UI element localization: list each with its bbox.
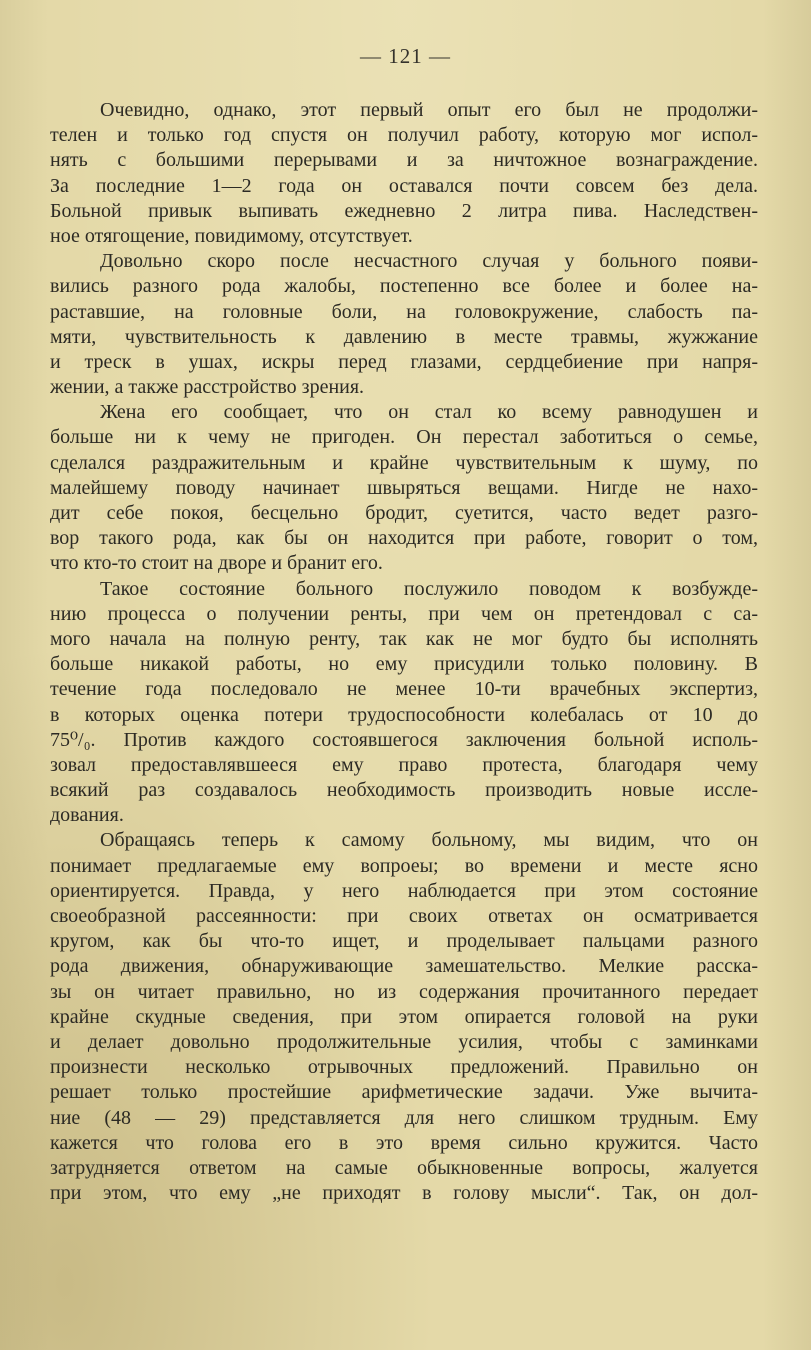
text-line: в которых оценка потери трудоспособности колебалась от 10 до: [50, 703, 758, 726]
text-line: рода движения, обнаруживающие замешательство. Мелкие расска-: [50, 955, 758, 978]
text-line: Больной привык выпивать ежедневно 2 литра пива. Наследствен-: [50, 199, 758, 222]
text-line: и треск в ушах, искры перед глазами, сердцебиение при напря-: [50, 350, 758, 373]
text-line: кажется что голова его в это время сильно кружится. Часто: [50, 1131, 758, 1154]
text-line: своеобразной рассеянности: при своих ответах он осматривается: [50, 905, 758, 927]
text-line: вились разного рода жалобы, постепенно все более и более на-: [50, 275, 758, 298]
text-line: кругом, как бы что-то ищет, и проделывает пальцами разного: [50, 930, 758, 953]
text-line: вор такого рода, как бы он находится при работе, говорит о том,: [50, 527, 758, 550]
page-number: — 121 —: [360, 44, 451, 68]
text-line: нию процесса о получении ренты, при чем он претендовал с са-: [50, 602, 758, 625]
text-line: телен и только год спустя он получил работу, которую мог испол-: [50, 124, 758, 147]
paragraph-2: [50, 249, 758, 400]
text-line: 75⁰/₀. Против каждого состоявшегося заключения больной исполь-: [50, 728, 758, 751]
text-line: произнести несколько отрывочных предложений. Правильно он: [50, 1056, 758, 1079]
text-line: Довольно скоро после несчастного случая у больного появи-: [100, 250, 758, 273]
text-line: нять с большими перерывами и за ничтожное вознаграждение.: [50, 149, 758, 172]
text-line: зы он читает правильно, но из содержания прочитанного передает: [50, 980, 758, 1003]
text-line: дования.: [50, 804, 124, 827]
text-line: понимает предлагаемые ему вопроеы; во времени и месте ясно: [50, 854, 758, 877]
text-line: ориентируется. Правда, у него наблюдается при этом состояние: [50, 879, 758, 902]
text-line: всякий раз создавалось необходимость производить новые иссле-: [50, 779, 758, 802]
paragraph-4: [50, 577, 758, 829]
text-line: сделался раздражительным и крайне чувствительным к шуму, по: [50, 451, 758, 474]
text-line: Такое состояние больного послужило поводом к возбужде-: [100, 577, 758, 600]
text-line: зовал предоставлявшееся ему право протеста, благодаря чему: [50, 753, 758, 776]
text-line: ние (48 — 29) представляется для него слишком трудным. Ему: [50, 1106, 758, 1129]
text-line: что кто-то стоит на дворе и бранит его.: [50, 552, 383, 575]
text-line: течение года последовало не менее 10-ти врачебных экспертиз,: [50, 678, 758, 701]
paragraph-1: [50, 98, 758, 249]
body-text: [50, 98, 758, 1206]
paragraph-5: [50, 828, 758, 1206]
text-line: Жена его сообщает, что он стал ко всему равнодушен и: [100, 401, 758, 424]
text-line: За последние 1—2 года он оставался почти совсем без дела.: [50, 174, 758, 197]
text-line: крайне скудные сведения, при этом опирается головой на руки: [50, 1005, 758, 1028]
text-line: раставшие, на головные боли, на головокружение, слабость па-: [50, 300, 758, 323]
text-line: дит себе покоя, бесцельно бродит, суетится, часто ведет разго-: [50, 502, 758, 524]
text-line: при этом, что ему „не приходят в голову мысли“. Так, он дол-: [50, 1182, 758, 1205]
text-line: Обращаясь теперь к самому больному, мы видим, что он: [100, 829, 758, 852]
paragraph-3: [50, 400, 758, 576]
text-line: мяти, чувствительность к давлению в месте травмы, жужжание: [50, 325, 758, 348]
text-line: жении, а также расстройство зрения.: [50, 376, 365, 399]
text-line: больше ни к чему не пригоден. Он перестал заботиться о семье,: [50, 426, 758, 449]
text-line: мого начала на полную ренту, так как не мог будто бы исполнять: [50, 627, 758, 650]
text-line: Очевидно, однако, этот первый опыт его был не продолжи-: [100, 99, 758, 121]
text-line: больше никакой работы, но ему присудили только половину. В: [50, 653, 758, 676]
text-line: и делает довольно продолжительные усилия, чтобы с заминками: [50, 1030, 758, 1053]
text-line: малейшему поводу начинает швыряться вещами. Нигде не нахо-: [50, 476, 758, 499]
text-line: ное отягощение, повидимому, отсутствует.: [50, 224, 413, 247]
text-line: затрудняется ответом на самые обыкновенные вопросы, жалуется: [50, 1156, 758, 1179]
text-line: решает только простейшие арифметические задачи. Уже вычита-: [50, 1081, 758, 1104]
